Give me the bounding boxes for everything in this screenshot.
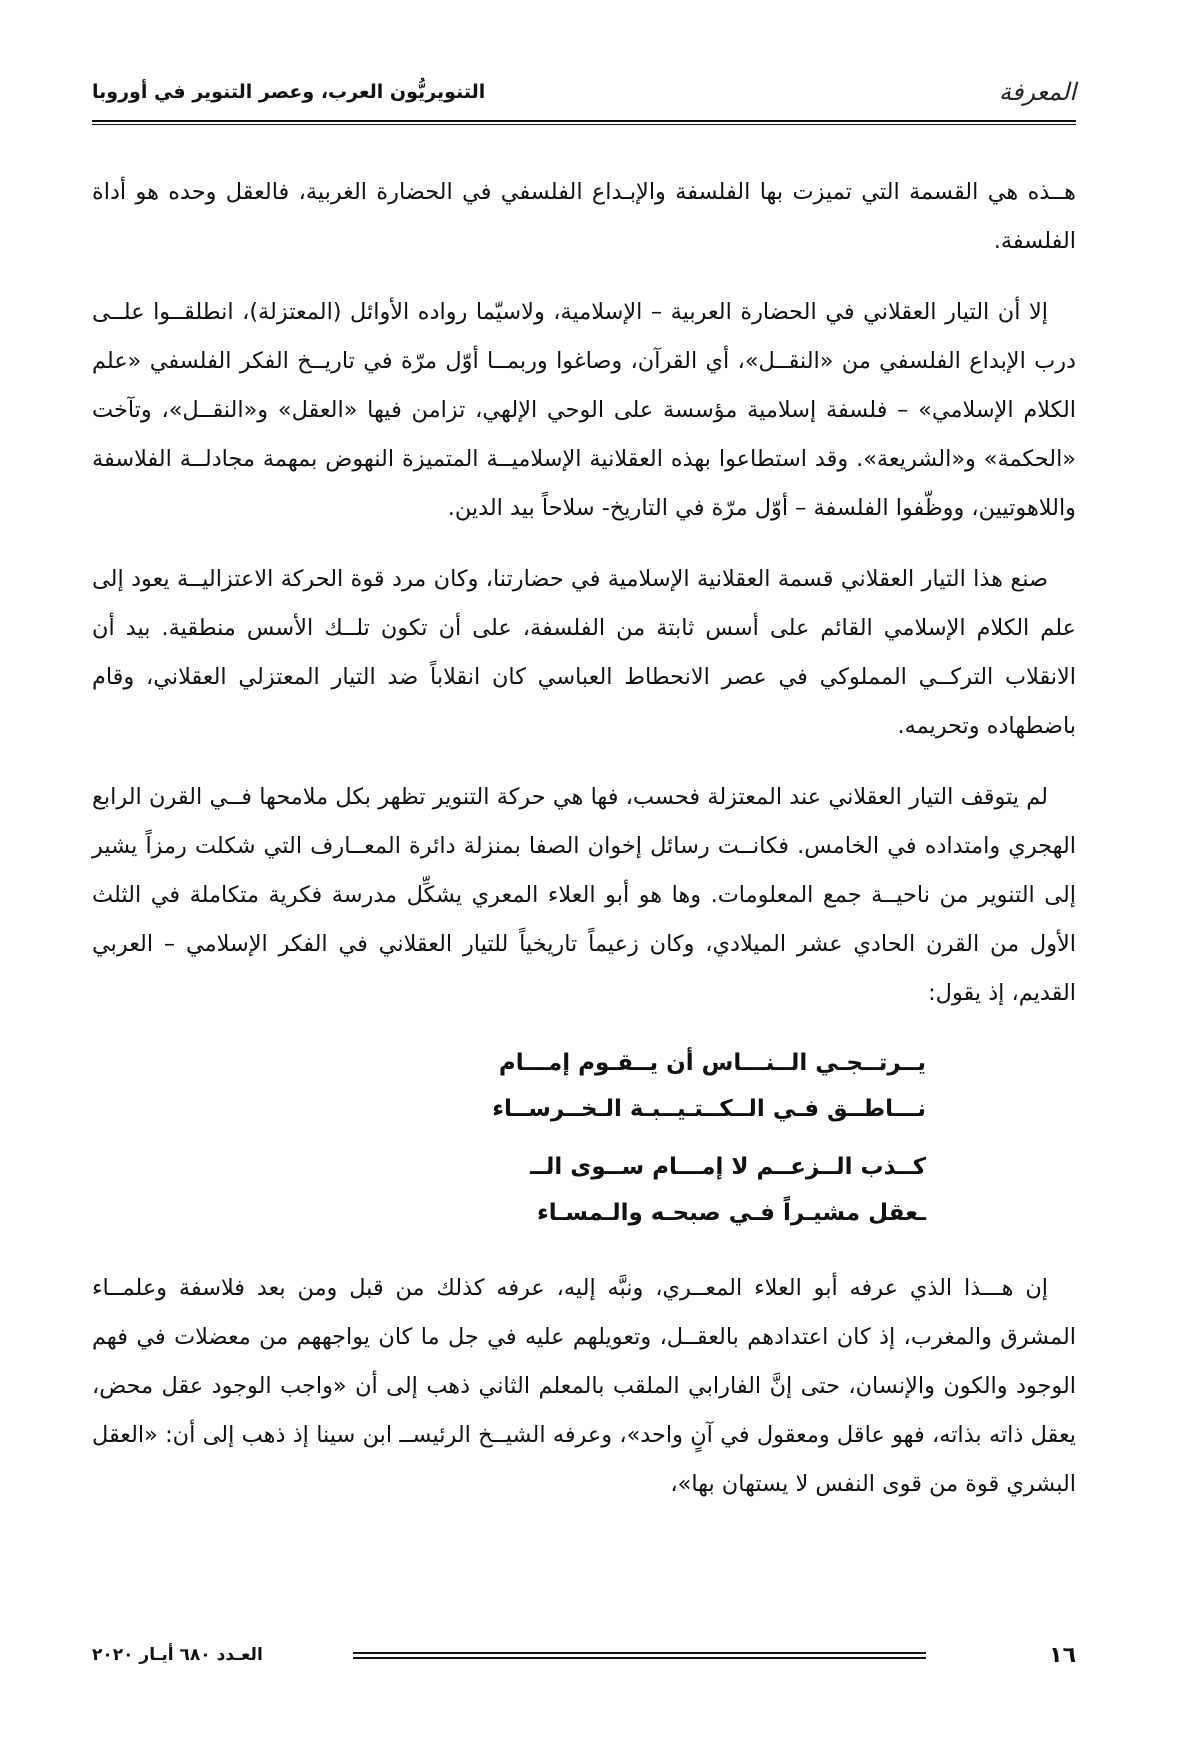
paragraph: إلا أن التيار العقلاني في الحضارة العربية – الإسلامية، ولاسيّما رواده الأوائل (المعتزلة)، انطلقــوا علــى درب الإبداع الفلسفي من «النقــل»، أي القرآن، وصاغوا وربمــا أوّل مرّة في تاريــخ الفكر الفلسفي «علم الكلام الإسلامي» – فلسفة إسلامية مؤسسة على الوحي الإلهي، تزامن فيها «العقل» و«النقــل»، وتآخت «الحكمة» و«الشريعة». وقد استطاعوا بهذه العقلانية الإسلاميــة المتميزة النهوض بمهمة مجادلــة الفلاسفة واللاهوتيين، ووظّفوا الفلسفة – أوّل مرّة في التاريخ- سلاحاً بيد الدين.	[92, 299, 1076, 521]
poem-hemistich: كــذب الــزعــم لا إمـــام ســوى الــ	[530, 1154, 926, 1180]
poem-verse	[366, 1040, 926, 1132]
poem-hemistich: ـعقل مشيـراً فـي صبحـه والـمسـاء	[537, 1200, 926, 1226]
page-number: ١٦	[1049, 1642, 1076, 1668]
poem-verse	[366, 1144, 926, 1236]
poem-hemistich: نـــاطــق فـي الــكــتـيــبـة الـخــرســاء	[492, 1096, 926, 1122]
issue-info: العـدد ٦٨٠ أيـار ٢٠٢٠	[92, 1645, 263, 1665]
magazine-logo: المعرفة	[998, 78, 1076, 106]
page-footer	[92, 1638, 1076, 1672]
poem-hemistich: يــرتــجـي الــنـــاس أن يــقـوم إمـــام	[498, 1050, 926, 1076]
running-title: التنويريُّون العرب، وعصر التنوير في أوروبا	[92, 81, 486, 103]
paragraph: إن هـــذا الذي عرفه أبو العلاء المعــري، ونبَّه إليه، عرفه كذلك من قبل ومن بعد فلاسفة وعلمــاء المشرق والمغرب، إذ كان اعتدادهم بالعقــل، وتعويلهم عليه في جل ما كان يواجههم من معضلات في فهم الوجود والكون والإنسان، حتى إنَّ الفارابي الملقب بالمعلم الثاني ذهب إلى أن «واجب الوجود عقل محض، يعقل ذاته بذاته، فهو عاقل ومعقول في آنٍ واحد»، وعرفه الشيــخ الرئيســ ابن سينا إذ ذهب إلى أن: «العقل البشري قوة من قوى النفس لا يستهان بها»،	[92, 1275, 1076, 1497]
page-header	[92, 72, 1076, 112]
paragraph: صنع هذا التيار العقلاني قسمة العقلانية الإسلامية في حضارتنا، وكان مرد قوة الحركة الاعتزاليــة يعود إلى علم الكلام الإسلامي القائم على أسس ثابتة من الفلسفة، على أن تكون تلــك الأسس منطقية. بيد أن الانقلاب التركــي المملوكي في عصر الانحطاط العباسي كان انقلاباً ضد التيار المعتزلي العقلاني، وقام باضطهاده وتحريمه.	[92, 566, 1076, 739]
article-body	[92, 168, 1076, 1531]
paragraph: لم يتوقف التيار العقلاني عند المعتزلة فحسب، فها هي حركة التنوير تظهر بكل ملامحها فــي القرن الرابع الهجري وامتداده في الخامس. فكانــت رسائل إخوان الصفا بمنزلة دائرة المعــارف التي شكلت رمزاً يشير إلى التنوير من ناحيــة جمع المعلومات. وها هو أبو العلاء المعري يشكِّل مدرسة فكرية متكاملة في الثلث الأول من القرن الحادي عشر الميلادي، وكان زعيماً تاريخياً للتيار العقلاني في الفكر الإسلامي – العربي القديم، إذ يقول:	[92, 784, 1076, 1006]
footer-rule	[353, 1649, 926, 1662]
poem	[366, 1040, 1076, 1236]
header-rule	[92, 120, 1076, 125]
paragraph: هــذه هي القسمة التي تميزت بها الفلسفة والإبـداع الفلسفي في الحضارة الغربية، فالعقل وحده هو أداة الفلسفة.	[92, 179, 1076, 254]
